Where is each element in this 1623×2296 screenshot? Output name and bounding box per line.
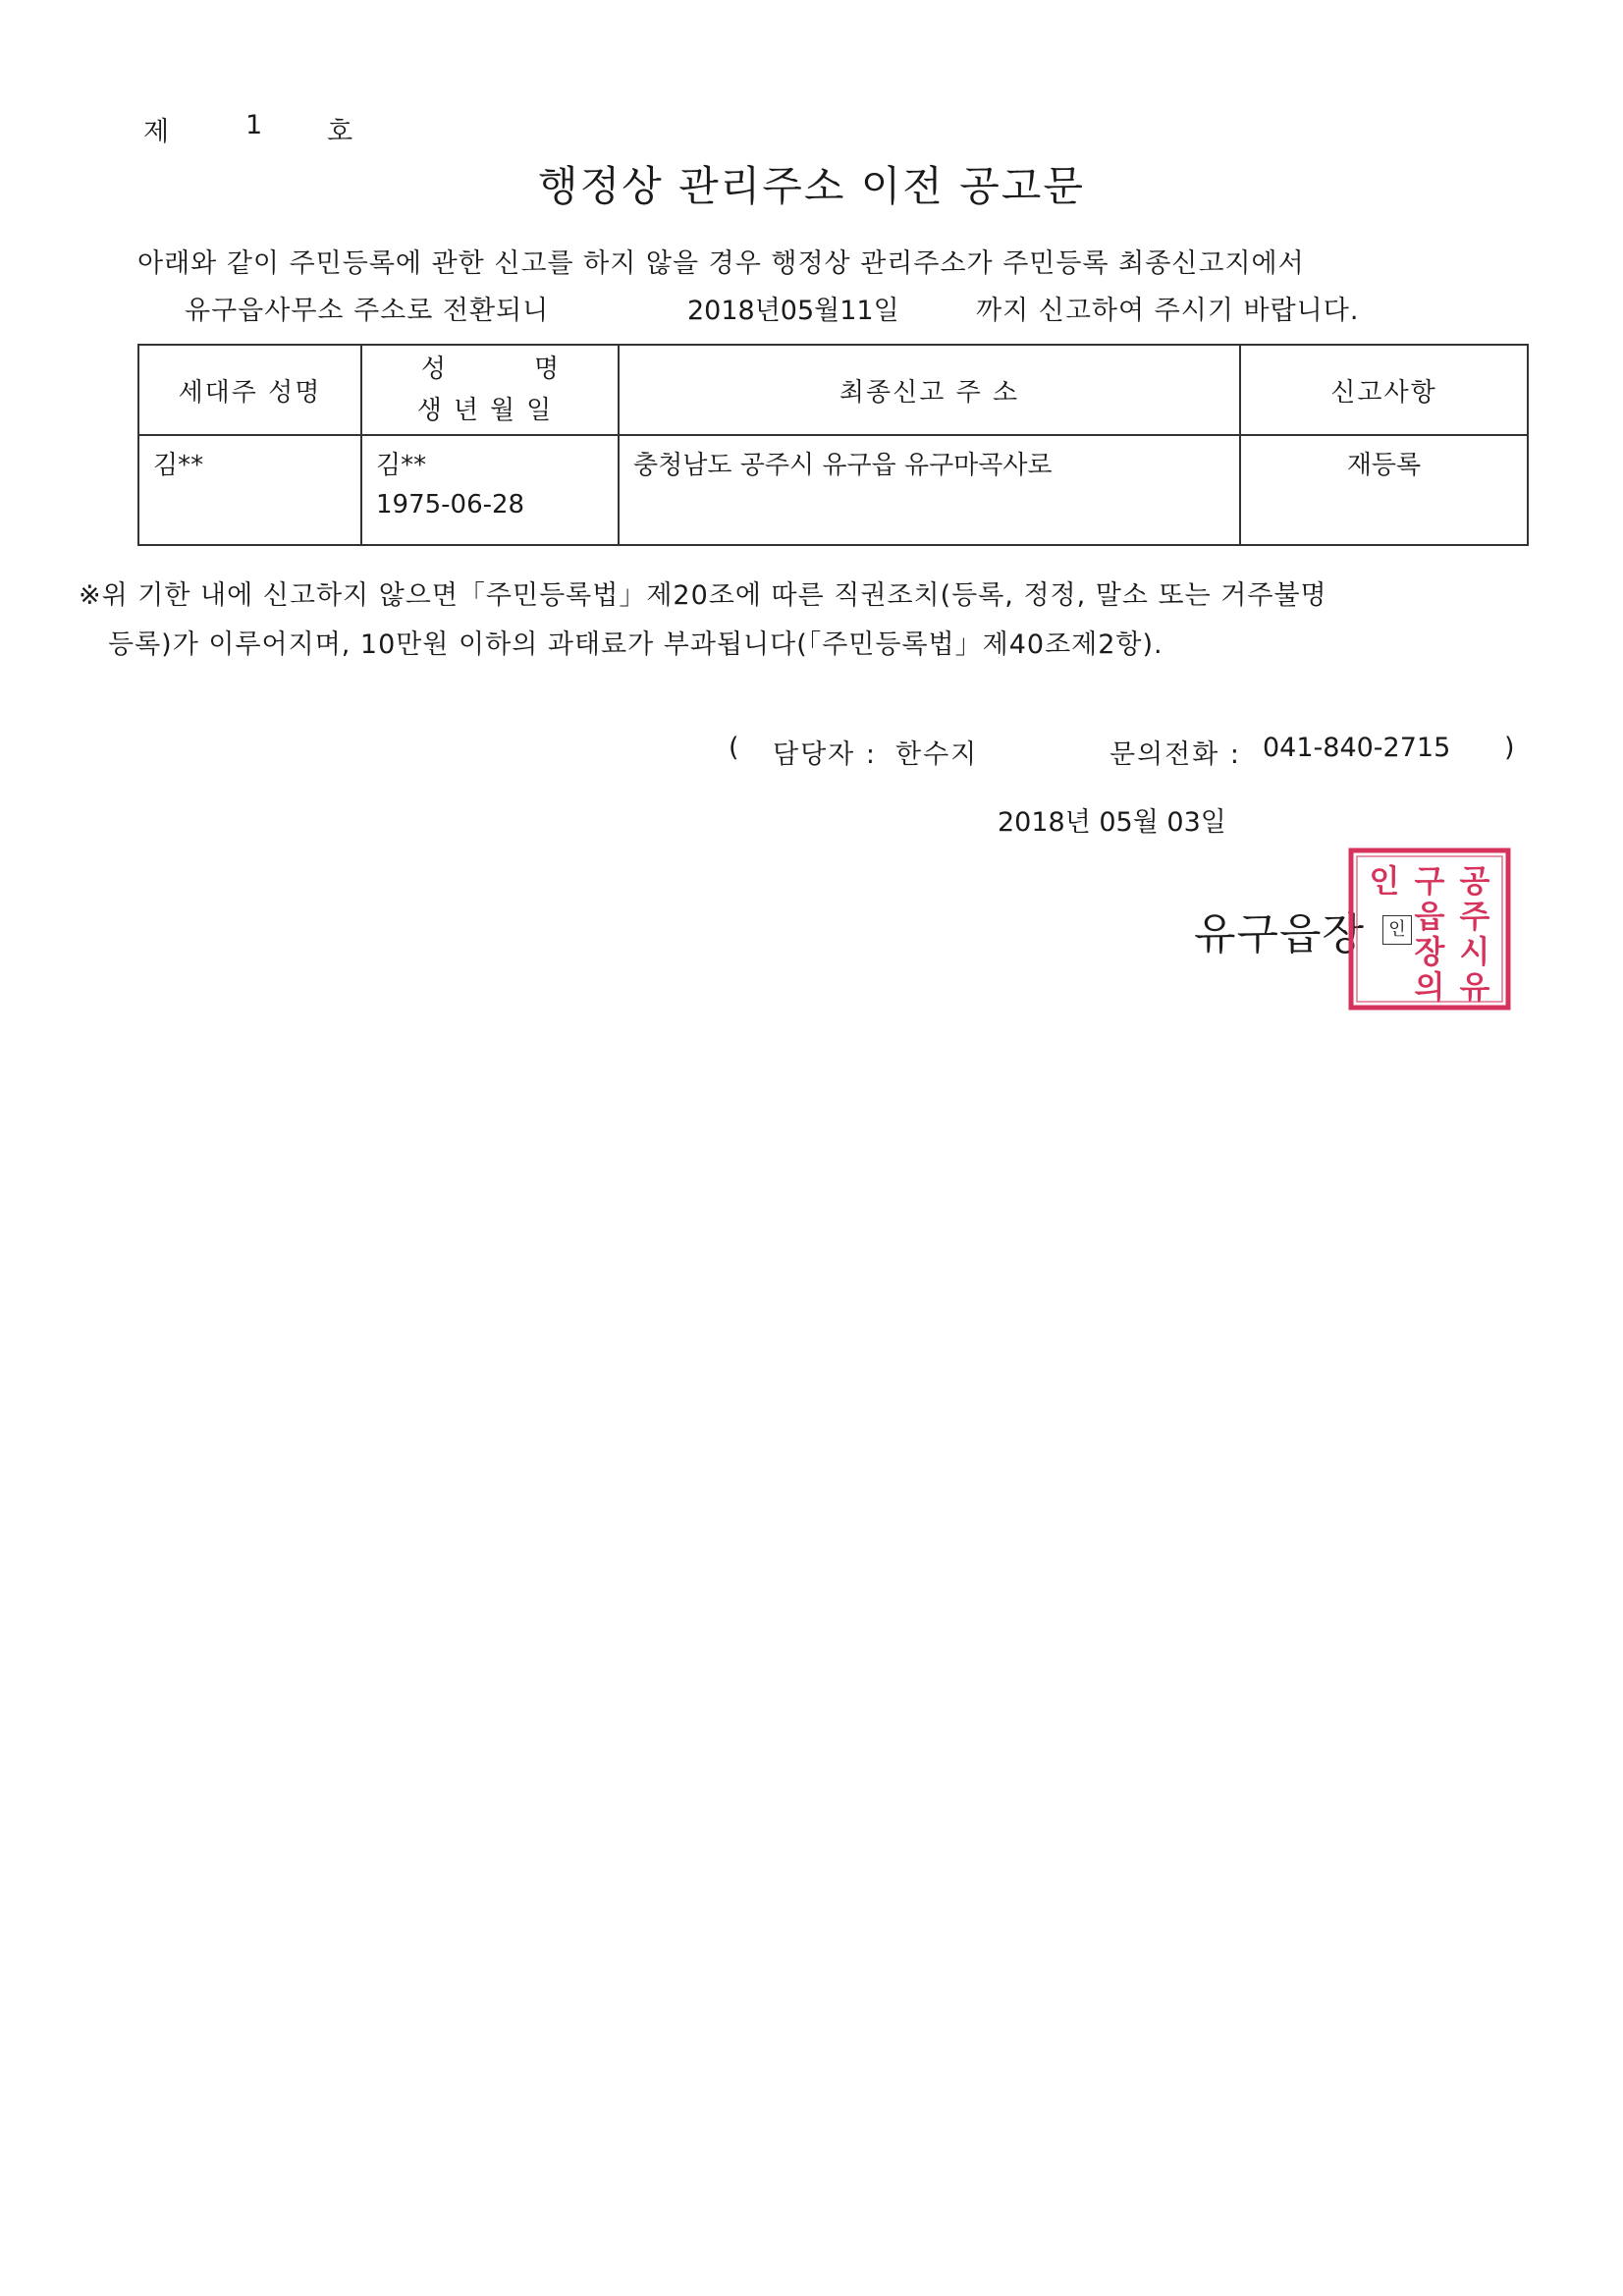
cell-head-of-household: 김** [138,435,361,545]
seal-glyph: 구 [1414,862,1445,900]
manager-name: 한수지 [895,739,979,770]
issue-date: 2018년 05월 03일 [998,807,1226,838]
cell-last-address: 충청남도 공주시 유구읍 유구마곡사로 [619,435,1240,545]
document-number: 1 [245,110,263,140]
phone-number: 041-840-2715 [1263,733,1451,763]
document-number-suffix: 호 [327,117,353,147]
seal-glyph: 장 [1414,933,1445,970]
legal-note-line-1: ※위 기한 내에 신고하지 않으면「주민등록법」제20조에 따른 직권조치(등록, 정정, 말소 또는 거주불명 [79,580,1327,611]
legal-note-line-2: 등록)가 이루어지며, 10만원 이하의 과태료가 부과됩니다(「주민등록법」제40조제2항). [108,629,1163,660]
header-report-item: 신고사항 [1240,345,1528,435]
seal-glyph: 인 [1369,862,1400,900]
official-seal-stamp-icon [1345,845,1514,1013]
document-title: 행정상 관리주소 이전 공고문 [538,162,1085,210]
intro-line-2-end: 까지 신고하여 주시기 바랍니다. [976,296,1360,326]
cell-name: 김** [376,451,427,480]
intro-line-1: 아래와 같이 주민등록에 관한 신고를 하지 않을 경우 행정상 관리주소가 주민등록 최종신고지에서 [137,248,1305,279]
header-last-address: 최종신고 주 소 [619,345,1240,435]
header-name: 성명 [420,355,648,384]
cell-birth: 1975-06-28 [376,490,525,519]
seal-mark: 인 [1382,915,1412,945]
seal-glyph: 시 [1459,933,1490,970]
seal-glyph: 주 [1459,898,1490,935]
cell-report-item: 재등록 [1240,435,1528,545]
header-name-birth [361,345,648,435]
table-header-row [138,345,1528,435]
address-transfer-table [137,344,1529,546]
contact-close-paren: ) [1504,733,1515,763]
report-deadline: 2018년05월11일 [687,296,899,326]
phone-label: 문의전화 : [1109,739,1242,770]
seal-glyph: 의 [1414,968,1445,1006]
seal-glyph: 공 [1459,862,1490,900]
seal-glyph: 읍 [1414,898,1445,935]
header-birth: 생년월일 [416,396,564,425]
cell-name-birth [361,435,619,545]
contact-open-paren: ( [729,733,739,763]
seal-glyph: 유 [1459,968,1490,1006]
intro-line-2-start: 유구읍사무소 주소로 전환되니 [185,296,550,326]
document-number-prefix: 제 [143,117,170,147]
signer-title: 유구읍장 [1194,909,1366,959]
table-row [138,435,1528,545]
header-head-of-household: 세대주 성명 [138,345,361,435]
manager-label: 담당자 : [773,739,877,770]
